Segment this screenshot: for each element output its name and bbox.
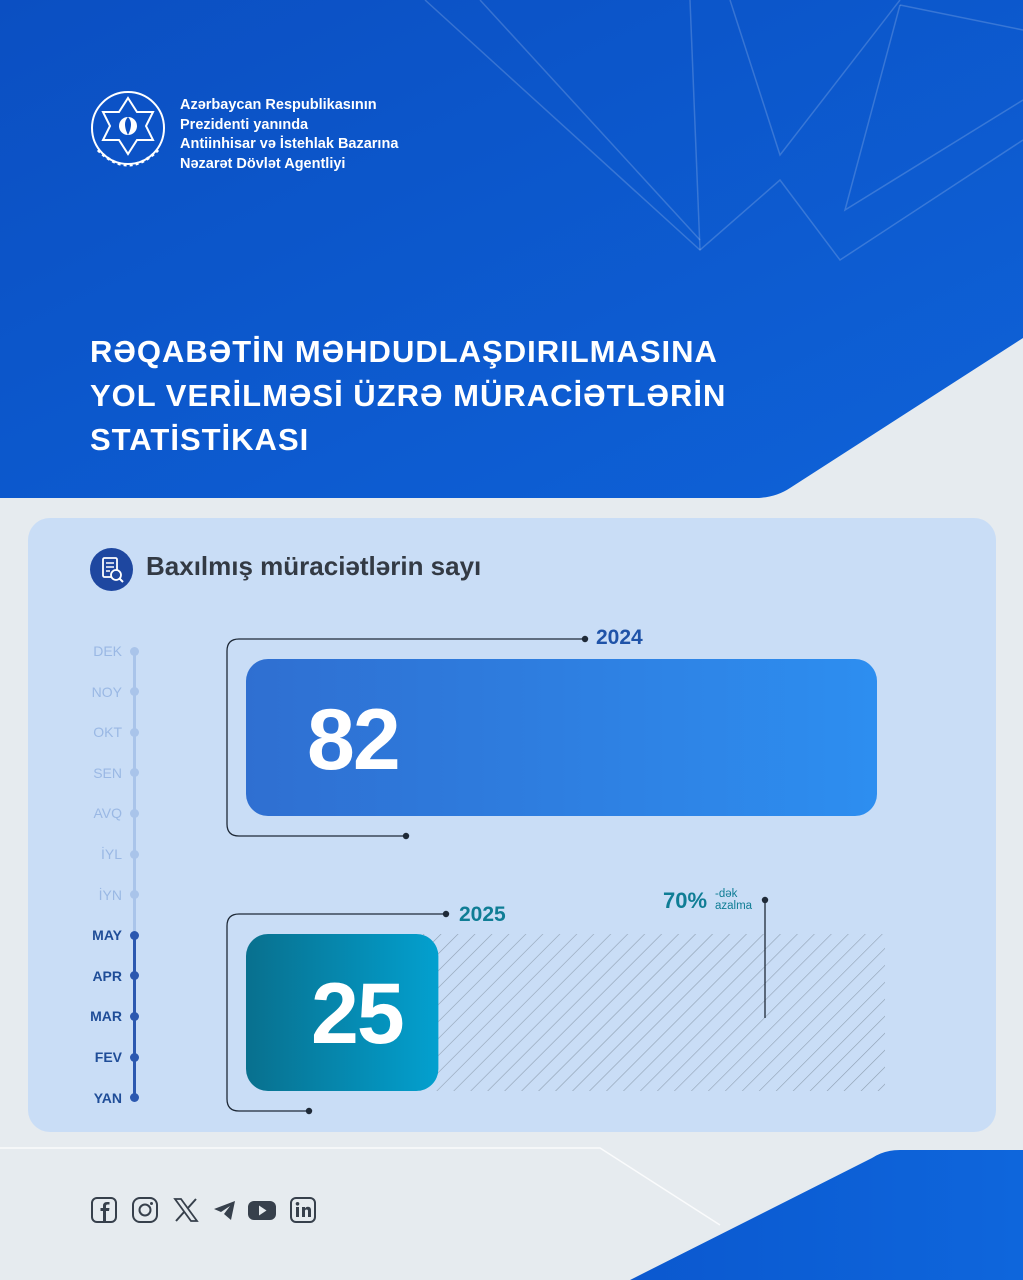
decrease-marker-dot	[762, 897, 768, 903]
bracket-dot	[306, 1108, 312, 1114]
month-label: MAR	[90, 1008, 122, 1025]
decrease-text: azalma	[715, 900, 753, 912]
month-label: NOY	[91, 683, 122, 700]
bracket-dot	[403, 833, 409, 839]
youtube-icon[interactable]	[247, 1196, 277, 1224]
month-label: FEV	[94, 1049, 122, 1065]
month-label: APR	[92, 967, 122, 984]
month-label: OKT	[93, 724, 122, 741]
title-line: YOL VERİLMƏSİ ÜZRƏ MÜRACİƏTLƏRİN	[90, 378, 727, 413]
bracket-dot	[443, 911, 449, 917]
org-line: Azərbaycan Respublikasının	[180, 97, 377, 113]
year-label: 2024	[596, 626, 643, 649]
instagram-icon[interactable]	[131, 1196, 159, 1224]
title-line: STATİSTİKASI	[90, 422, 310, 457]
telegram-icon[interactable]	[211, 1196, 239, 1224]
bar-value-label: 82	[307, 692, 399, 788]
title-line: RƏQABƏTİN MƏHDUDLAŞDIRILMASINA	[90, 334, 718, 369]
linkedin-icon[interactable]	[289, 1196, 317, 1224]
bar-value-label: 25	[311, 966, 403, 1062]
month-label: AVQ	[93, 805, 122, 822]
org-line: Prezidenti yanında	[180, 116, 309, 133]
decrease-percent: 70%	[663, 888, 708, 913]
month-label: MAY	[92, 927, 122, 944]
decrease-hatch-area	[408, 934, 885, 1091]
month-label: YAN	[93, 1089, 122, 1106]
org-line: Nəzarət Dövlət Agentliyi	[180, 155, 346, 172]
org-line: Antiinhisar və İstehlak Bazarına	[180, 136, 399, 152]
month-label: DEK	[93, 643, 122, 659]
decrease-suffix: -dək	[715, 888, 738, 900]
month-label: İYN	[98, 886, 122, 903]
section-title: Baxılmış müraciətlərin sayı	[146, 551, 482, 581]
bracket-dot	[582, 636, 588, 642]
month-label: SEN	[93, 764, 122, 781]
x-icon[interactable]	[172, 1196, 200, 1224]
facebook-icon[interactable]	[90, 1196, 118, 1224]
month-label: İYL	[100, 846, 122, 862]
year-label: 2025	[459, 903, 506, 926]
